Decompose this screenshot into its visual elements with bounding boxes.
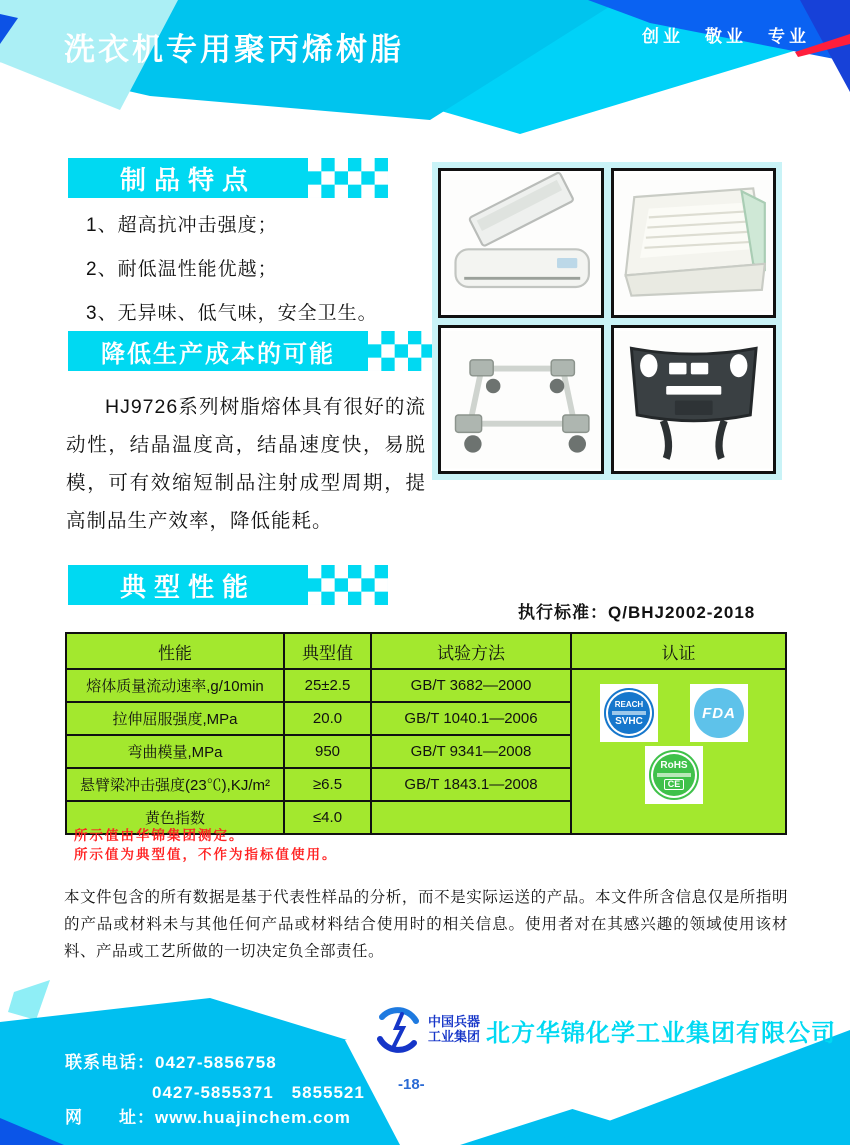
typical-value-note: 所示值为典型值，不作为指标值使用。	[74, 847, 338, 862]
value-cell: ≤4.0	[284, 801, 371, 834]
property-cell: 黄色指数	[66, 801, 284, 834]
performance-table	[65, 632, 787, 835]
value-cell: 20.0	[284, 702, 371, 735]
section-banner-cost	[68, 331, 448, 371]
cost-paragraph: HJ9726系列树脂熔体具有很好的流动性，结晶温度高，结晶速度快，易脱模，可有效缩短制品注射成型周期，提高制品生产效率，降低能耗。	[66, 396, 426, 532]
measurement-note: 所示值由华锦集团测定。	[74, 828, 245, 843]
col-header-method: 试验方法	[371, 633, 571, 669]
section-heading-performance: 典型性能	[68, 565, 308, 605]
page-number: -18-	[398, 1076, 425, 1093]
contact-phone-line1: 联系电话：0427-5856758	[65, 1053, 277, 1072]
header-background	[0, 0, 850, 140]
checkerboard-decoration	[308, 158, 388, 198]
page-title: 洗衣机专用聚丙烯树脂	[64, 32, 404, 67]
certification-cell	[571, 669, 786, 834]
col-header-certification: 认证	[571, 633, 786, 669]
company-name: 北方华锦化学工业集团有限公司	[486, 1019, 837, 1047]
website-link[interactable]: 网 址：www.huajinchem.com	[65, 1108, 351, 1127]
method-cell: GB/T 1040.1—2006	[371, 702, 571, 735]
fda-label: FDA	[702, 704, 736, 722]
header-slogan: 创业 敬业 专业	[642, 27, 810, 46]
feature-item: 3、无异味、低气味，安全卫生。	[86, 303, 378, 324]
method-cell	[371, 801, 571, 834]
feature-item: 2、耐低温性能优越；	[86, 259, 278, 280]
section-banner-performance	[68, 565, 388, 605]
value-cell: 950	[284, 735, 371, 768]
ce-label: CE	[664, 779, 685, 790]
reach-label: REACH	[614, 700, 644, 709]
fda-badge	[690, 684, 748, 742]
rohs-banner-strip	[657, 773, 691, 777]
reach-svhc-badge	[600, 684, 658, 742]
reach-banner-strip	[612, 711, 646, 715]
feature-list	[86, 210, 436, 342]
table-header-row	[66, 633, 786, 669]
value-cell: 25±2.5	[284, 669, 371, 702]
svhc-label: SVHC	[615, 716, 643, 727]
property-cell: 弯曲模量,MPa	[66, 735, 284, 768]
section-heading-cost: 降低生产成本的可能	[68, 331, 368, 371]
norinco-logo-icon	[372, 1004, 424, 1056]
property-cell: 拉伸屈服强度,MPa	[66, 702, 284, 735]
air-conditioner-housing-photo	[438, 168, 604, 318]
value-cell: ≥6.5	[284, 768, 371, 801]
property-cell: 悬臂梁冲击强度(23℃),KJ/m²	[66, 768, 284, 801]
feature-item: 1、超高抗冲击强度；	[86, 215, 278, 236]
section-heading-features: 制品特点	[68, 158, 308, 198]
refrigerator-drawer-photo	[611, 168, 777, 318]
method-cell: GB/T 1843.1—2008	[371, 768, 571, 801]
executive-standard: 执行标准：Q/BHJ2002-2018	[518, 603, 756, 622]
col-header-property: 性能	[66, 633, 284, 669]
table-row	[66, 669, 786, 702]
appliance-base-stand-photo	[438, 325, 604, 475]
checkerboard-decoration	[308, 565, 388, 605]
property-cell: 熔体质量流动速率,g/10min	[66, 669, 284, 702]
section-banner-features	[68, 158, 388, 198]
rohs-label: RoHS	[660, 759, 688, 771]
rohs-ce-badge	[645, 746, 703, 804]
col-header-value: 典型值	[284, 633, 371, 669]
washing-machine-panel-photo	[611, 325, 777, 475]
product-photo-panel	[432, 162, 782, 480]
company-logo-block	[372, 1004, 836, 1056]
method-cell: GB/T 9341—2008	[371, 735, 571, 768]
logo-group-name: 中国兵器 工业集团	[428, 1014, 481, 1044]
contact-phone-line2: 0427-5855371 5855521	[152, 1083, 365, 1102]
method-cell: GB/T 3682—2000	[371, 669, 571, 702]
disclaimer-paragraph: 本文件包含的所有数据是基于代表性样品的分析，而不是实际运送的产品。本文件所含信息仅是所指明的产品或材料未与其他任何产品或材料结合使用时的相关信息。使用者对在其感兴趣的领域使用该材料、产品或工艺所做的一切决定负全部责任。	[64, 889, 788, 960]
